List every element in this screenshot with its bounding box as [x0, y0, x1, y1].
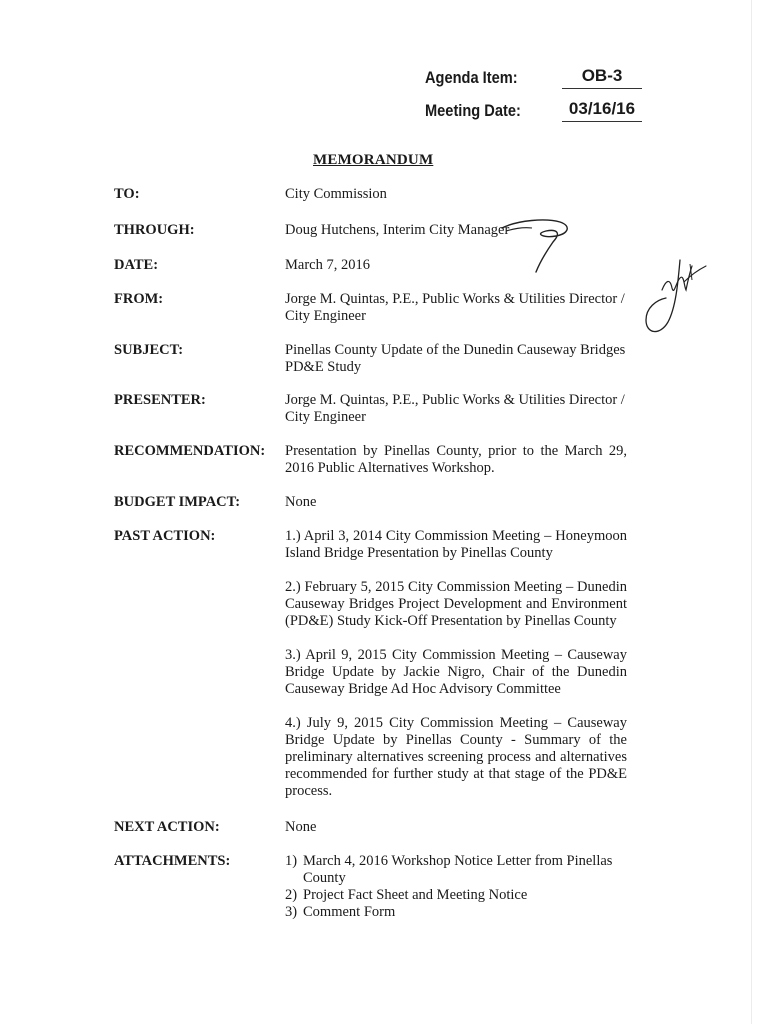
attachments-list — [285, 853, 627, 921]
subject-value: Pinellas County Update of the Dunedin Causeway Bridges PD&E Study — [285, 342, 626, 375]
through-label: THROUGH: — [114, 222, 195, 238]
recommendation-value: Presentation by Pinellas County, prior to the March 29, 2016 Public Alternatives Workshop. — [285, 443, 627, 476]
subject-label: SUBJECT: — [114, 342, 184, 358]
attachment-number: 1) — [285, 853, 298, 869]
presenter-value: Jorge M. Quintas, P.E., Public Works & Utilities Director / City Engineer — [285, 392, 625, 425]
through-value: Doug Hutchens, Interim City Manager — [285, 222, 510, 238]
agenda-item-label: Agenda Item: — [425, 68, 518, 87]
date-value: March 7, 2016 — [285, 257, 370, 273]
page-edge-line — [751, 0, 752, 1024]
to-value: City Commission — [285, 186, 387, 202]
attachments-label: ATTACHMENTS: — [114, 853, 231, 869]
to-label: TO: — [114, 186, 140, 202]
attachment-item — [285, 853, 627, 887]
attachment-number: 2) — [285, 887, 298, 903]
memo-title: MEMORANDUM — [313, 152, 434, 168]
past-action-item: 1.) April 3, 2014 City Commission Meeting – Honeymoon Island Bridge Presentation by Pinellas County — [285, 528, 627, 561]
director-signature — [640, 252, 710, 342]
next-action-label: NEXT ACTION: — [114, 819, 220, 835]
attachment-text: Project Fact Sheet and Meeting Notice — [303, 887, 528, 903]
from-value: Jorge M. Quintas, P.E., Public Works & Utilities Director / City Engineer — [285, 291, 625, 324]
from-label: FROM: — [114, 291, 164, 307]
attachment-number: 3) — [285, 904, 298, 920]
manager-initials-signature — [498, 214, 578, 276]
past-action-item: 4.) July 9, 2015 City Commission Meeting – Causeway Bridge Update by Pinellas County - Summary of the preliminary alternatives screening process and alternatives recommended for further study at that stage of the PD&E process. — [285, 715, 627, 799]
attachment-text: March 4, 2016 Workshop Notice Letter from Pinellas County — [303, 853, 613, 886]
meeting-date-value: 03/16/16 — [562, 99, 642, 122]
agenda-item-value: OB-3 — [562, 66, 642, 89]
attachment-item — [285, 887, 627, 904]
past-action-label: PAST ACTION: — [114, 528, 216, 544]
attachment-text: Comment Form — [303, 904, 396, 920]
past-action-item: 3.) April 9, 2015 City Commission Meeting – Causeway Bridge Update by Jackie Nigro, Chair of the Dunedin Causeway Bridge Ad Hoc Advisory Committee — [285, 647, 627, 697]
recommendation-label: RECOMMENDATION: — [114, 443, 266, 459]
presenter-label: PRESENTER: — [114, 392, 206, 408]
date-label: DATE: — [114, 257, 159, 273]
next-action-value: None — [285, 819, 317, 835]
budget-impact-value: None — [285, 494, 317, 510]
past-action-item: 2.) February 5, 2015 City Commission Meeting – Dunedin Causeway Bridges Project Development and Environment (PD&E) Study Kick-Off Presentation by Pinellas County — [285, 579, 627, 629]
budget-impact-label: BUDGET IMPACT: — [114, 494, 241, 510]
meeting-date-label: Meeting Date: — [425, 101, 521, 120]
attachment-item — [285, 904, 627, 921]
